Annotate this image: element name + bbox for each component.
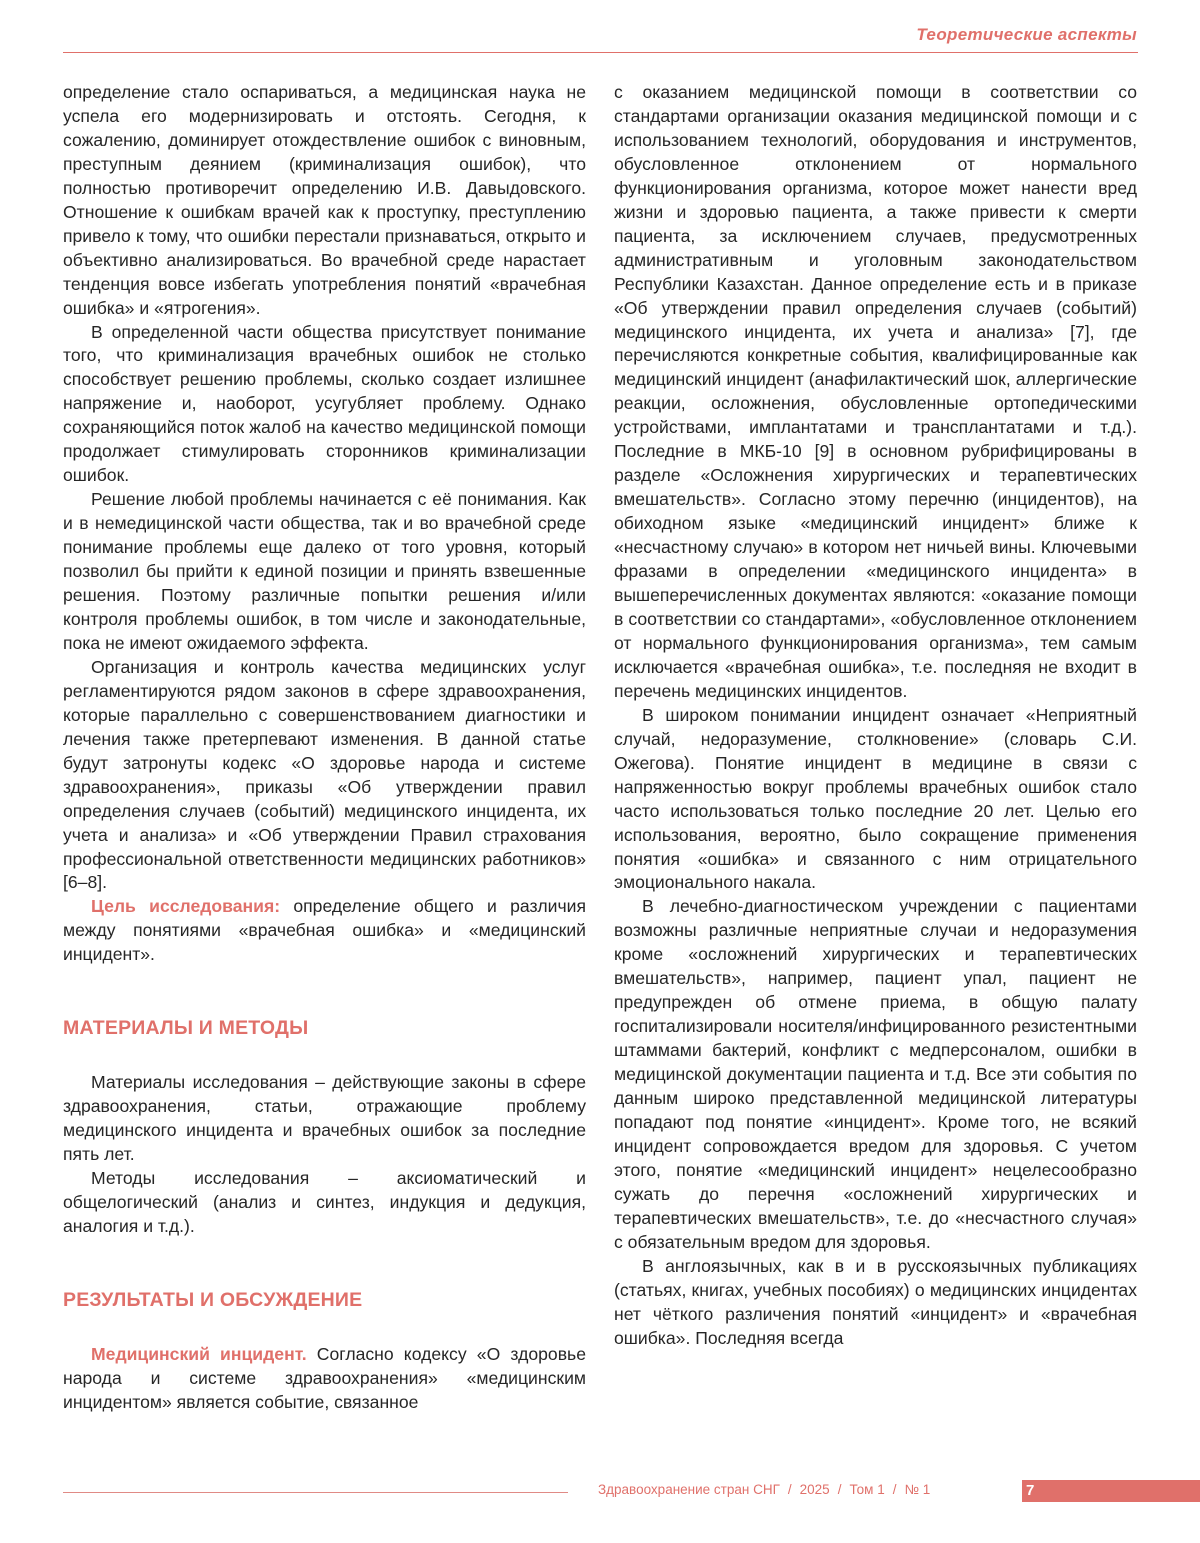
incident-label: Медицинский инцидент. [91, 1343, 307, 1364]
header-divider [63, 52, 1138, 53]
section-title: Теоретические аспекты [916, 25, 1137, 44]
aim-text: определение общего и различия между понятиями «врачебная ошибка» и «медицинский инцидент». [63, 896, 586, 965]
paragraph: с оказанием медицинской помощи в соответствии со стандартами организации оказания медицинской помощи и с использованием технологий, оборудования и инструментов, обусловленное отклонением от нормального функционирования организма, которое может нанести вред жизни и здоровью пациента, а также привести к смерти пациента, за исключением случаев, предусмотренных административным и уголовным законодательством Республики Казахстан. Данное определение есть и в приказе «Об утверждении правил определения случаев (событий) медицинского инцидента, их учета и анализа» [7], где перечисляются конкретные события, квалифицированные как медицинский инцидент (анафилактический шок, аллергические реакции, осложнения, обусловленные ортопедическими устройствами, имплантатами и трансплантатами и т.д.). Последние в МКБ-10 [9] в основном рубрифицированы в разделе «Осложнения хирургических и терапевтических вмешательств». Согласно этому перечню (инцидентов), на обиходном языке «медицинский инцидент» ближе к «несчастному случаю» в котором нет ничьей вины. Ключевыми фразами в определении «медицинского инцидента» в вышеперечисленных документах являются: «оказание помощи в соответствии со стандартами», «обусловленное отклонением от нормального функционирования организма», тем самым исключается «врачебная ошибка», т.е. последняя не входит в перечень медицинских инцидентов. [614, 82, 1137, 701]
journal-volume: Том 1 [849, 1482, 885, 1497]
incident-paragraph [63, 1343, 586, 1415]
journal-year: 2025 [799, 1482, 830, 1497]
aim-paragraph [63, 895, 586, 967]
methods-heading: МАТЕРИАЛЫ И МЕТОДЫ [63, 1017, 309, 1040]
paragraph: В широком понимании инцидент означает «Неприятный случай, недоразумение, столкновение» (словарь С.И. Ожегова). Понятие инцидент в медицине в связи с напряженностью вокруг проблемы врачебных ошибок стало часто использоваться только последние 20 лет. Целью его использования, вероятно, было сокращение применения понятия «ошибка» и связанного с ним отрицательного эмоционального накала. [614, 704, 1137, 893]
separator: / [892, 1482, 897, 1497]
paragraph: Решение любой проблемы начинается с её понимания. Как и в немедицинской части общества, так и во врачебной среде понимание проблемы еще далеко от того уровня, который позволил бы прийти к единой позиции и принять взвешенные решения. Поэтому различные попытки решения и/или контроля проблемы ошибок, в том числе и законодательные, пока не имеют ожидаемого эффекта. [63, 489, 586, 653]
footer-divider [63, 1492, 568, 1493]
separator: / [837, 1482, 842, 1497]
paragraph: В англоязычных, как в и в русскоязычных публикациях (статьях, книгах, учебных пособиях) о медицинских инцидентах нет чёткого различения понятий «инцидент» и «врачебная ошибка». Последняя всегда [614, 1255, 1137, 1348]
journal-issue: № 1 [904, 1482, 931, 1497]
page-number: 7 [1026, 1482, 1035, 1499]
incident-text: Согласно кодексу «О здоровье народа и системе здравоохранения» «медицинским инцидентом» является событие, связанное [63, 1343, 586, 1412]
journal-name: Здравоохранение стран СНГ [598, 1482, 780, 1497]
paragraph: В лечебно-диагностическом учреждении с пациентами возможны различные неприятные случаи и недоразумения кроме «осложнений хирургических и терапевтических вмешательств», например, пациент упал, пациент не предупрежден об отмене приема, в общую палату госпитализировали носителя/инфицированного резистентными штаммами бактерий, конфликт с медперсоналом, ошибки в медицинской документации пациента и т.д. Все эти события по данным широко представленной медицинской литературы попадают под понятие «инцидент». Кроме того, не всякий инцидент сопровождается вредом для здоровья. С учетом этого, понятие «медицинский инцидент» нецелесообразно сужать до перечня «осложнений хирургических и терапевтических вмешательств», т.е. до «несчастного случая» с обязательным вредом для здоровья. [614, 896, 1137, 1252]
page-number-band [1022, 1480, 1200, 1502]
separator: / [787, 1482, 792, 1497]
paragraph: определение стало оспариваться, а медицинская наука не успела его модернизировать и отстоять. Сегодня, к сожалению, доминирует отождествление ошибок с виновным, преступным деянием (криминализация ошибок), что полностью противоречит определению И.В. Давыдовского. Отношение к ошибкам врачей как к проступку, преступлению привело к тому, что ошибки перестали признаваться, открыто и объективно анализироваться. Во врачебной среде нарастает тенденция вовсе избегать употребления понятий «врачебная ошибка» и «ятрогения». [63, 82, 586, 318]
paragraph: Методы исследования – аксиоматический и общелогический (анализ и синтез, индукция и дедукция, аналогия и т.д.). [63, 1168, 586, 1236]
paragraph: Материалы исследования – действующие законы в сфере здравоохранения, статьи, отражающие проблему медицинского инцидента и врачебных ошибок за последние пять лет. [63, 1072, 586, 1165]
paragraph: В определенной части общества присутствует понимание того, что криминализация врачебных ошибок не столько способствует решению проблемы, сколько создает излишнее напряжение и, наоборот, усугубляет проблему. Однако сохраняющийся поток жалоб на качество медицинской помощи продолжает стимулировать сторонников криминализации ошибок. [63, 321, 586, 486]
aim-label: Цель исследования: [91, 896, 281, 917]
left-column [63, 81, 586, 1415]
right-column [614, 81, 1137, 1351]
journal-info [598, 1482, 930, 1497]
paragraph: Организация и контроль качества медицинских услуг регламентируются рядом законов в сфере здравоохранения, которые параллельно с совершенствованием диагностики и лечения также претерпевают изменения. В данной статье будут затронуты кодекс «О здоровье народа и системе здравоохранения», приказы «Об утверждении правил определения случаев (событий) медицинского инцидента, их учета и анализа» и «Об утверждении Правил страхования профессиональной ответственности медицинских работников» [6–8]. [63, 656, 586, 893]
results-heading: РЕЗУЛЬТАТЫ И ОБСУЖДЕНИЕ [63, 1288, 363, 1311]
